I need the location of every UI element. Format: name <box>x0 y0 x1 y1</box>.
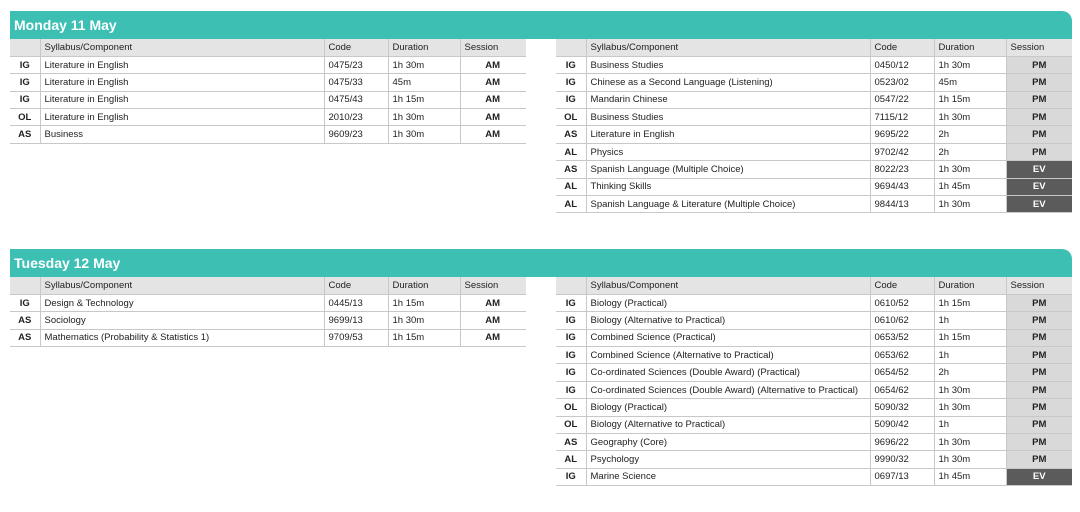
table-row <box>556 347 1072 364</box>
cell-code: 9695/22 <box>870 126 934 143</box>
column-header-syllabus: Syllabus/Component <box>586 277 870 294</box>
cell-level: IG <box>10 56 40 73</box>
cell-level: IG <box>556 312 586 329</box>
cell-level: IG <box>556 381 586 398</box>
cell-level: IG <box>556 364 586 381</box>
cell-syllabus: Design & Technology <box>40 294 324 311</box>
table-row <box>556 178 1072 195</box>
table-row <box>10 312 526 329</box>
table-row <box>556 416 1072 433</box>
cell-duration: 1h 15m <box>388 294 460 311</box>
cell-level: AS <box>556 434 586 451</box>
cell-duration: 45m <box>934 74 1006 91</box>
cell-code: 0523/02 <box>870 74 934 91</box>
table-row <box>556 381 1072 398</box>
cell-level: AL <box>556 143 586 160</box>
cell-code: 9696/22 <box>870 434 934 451</box>
column-header-syllabus: Syllabus/Component <box>586 39 870 56</box>
cell-session: PM <box>1006 416 1072 433</box>
cell-duration: 1h <box>934 416 1006 433</box>
cell-code: 9609/23 <box>324 126 388 143</box>
cell-session: PM <box>1006 109 1072 126</box>
cell-session: AM <box>460 312 526 329</box>
cell-code: 0610/52 <box>870 294 934 311</box>
cell-session: PM <box>1006 91 1072 108</box>
cell-duration: 1h 15m <box>388 329 460 346</box>
table-row <box>556 468 1072 485</box>
table-row <box>556 109 1072 126</box>
table-row <box>556 161 1072 178</box>
column-header-session: Session <box>460 277 526 294</box>
cell-syllabus: Biology (Alternative to Practical) <box>586 416 870 433</box>
cell-syllabus: Biology (Practical) <box>586 294 870 311</box>
cell-duration: 2h <box>934 143 1006 160</box>
cell-syllabus: Thinking Skills <box>586 178 870 195</box>
day-header: Tuesday 12 May <box>10 249 1072 277</box>
cell-code: 8022/23 <box>870 161 934 178</box>
column-header-duration: Duration <box>934 277 1006 294</box>
cell-session: PM <box>1006 381 1072 398</box>
cell-duration: 1h 30m <box>388 56 460 73</box>
cell-level: IG <box>556 91 586 108</box>
cell-session: AM <box>460 74 526 91</box>
cell-level: AS <box>10 126 40 143</box>
table-row <box>556 56 1072 73</box>
cell-duration: 1h 30m <box>934 434 1006 451</box>
cell-session: AM <box>460 56 526 73</box>
table-row <box>10 294 526 311</box>
cell-level: IG <box>10 74 40 91</box>
cell-session: AM <box>460 109 526 126</box>
cell-duration: 2h <box>934 126 1006 143</box>
cell-syllabus: Literature in English <box>40 109 324 126</box>
cell-syllabus: Co-ordinated Sciences (Double Award) (Practical) <box>586 364 870 381</box>
column-header-code: Code <box>870 277 934 294</box>
cell-code: 0610/62 <box>870 312 934 329</box>
cell-syllabus: Literature in English <box>40 74 324 91</box>
cell-session: EV <box>1006 161 1072 178</box>
table-row <box>556 434 1072 451</box>
cell-level: AS <box>556 126 586 143</box>
cell-duration: 1h 30m <box>934 381 1006 398</box>
column-header-level <box>10 277 40 294</box>
table-row <box>10 91 526 108</box>
header-row <box>556 277 1072 294</box>
cell-syllabus: Business Studies <box>586 56 870 73</box>
cell-level: IG <box>556 347 586 364</box>
cell-syllabus: Sociology <box>40 312 324 329</box>
cell-level: AS <box>10 329 40 346</box>
table-row <box>10 109 526 126</box>
cell-duration: 1h 30m <box>934 109 1006 126</box>
cell-level: IG <box>556 74 586 91</box>
cell-syllabus: Spanish Language & Literature (Multiple Choice) <box>586 196 870 213</box>
cell-duration: 1h 15m <box>934 294 1006 311</box>
cell-session: PM <box>1006 347 1072 364</box>
column-header-level <box>556 277 586 294</box>
cell-level: AS <box>10 312 40 329</box>
cell-code: 5090/32 <box>870 399 934 416</box>
table-row <box>556 329 1072 346</box>
cell-code: 9709/53 <box>324 329 388 346</box>
cell-syllabus: Literature in English <box>40 91 324 108</box>
cell-session: PM <box>1006 56 1072 73</box>
cell-duration: 1h 30m <box>934 196 1006 213</box>
cell-duration: 1h 45m <box>934 468 1006 485</box>
cell-syllabus: Business <box>40 126 324 143</box>
cell-session: PM <box>1006 126 1072 143</box>
table-row <box>556 364 1072 381</box>
cell-duration: 2h <box>934 364 1006 381</box>
table-row <box>556 399 1072 416</box>
cell-session: PM <box>1006 399 1072 416</box>
cell-session: PM <box>1006 143 1072 160</box>
day-block-tuesday <box>10 249 1072 483</box>
cell-duration: 1h <box>934 312 1006 329</box>
cell-code: 9990/32 <box>870 451 934 468</box>
column-header-level <box>556 39 586 56</box>
cell-session: PM <box>1006 451 1072 468</box>
column-header-code: Code <box>324 277 388 294</box>
column-header-duration: Duration <box>388 39 460 56</box>
cell-level: IG <box>556 329 586 346</box>
cell-level: IG <box>10 91 40 108</box>
table-row <box>556 451 1072 468</box>
cell-level: AL <box>556 178 586 195</box>
timetable-left <box>10 277 526 347</box>
cell-level: AL <box>556 196 586 213</box>
cell-code: 0547/22 <box>870 91 934 108</box>
cell-syllabus: Biology (Practical) <box>586 399 870 416</box>
cell-syllabus: Spanish Language (Multiple Choice) <box>586 161 870 178</box>
column-header-syllabus: Syllabus/Component <box>40 277 324 294</box>
cell-level: AL <box>556 451 586 468</box>
cell-level: IG <box>556 468 586 485</box>
column-header-duration: Duration <box>388 277 460 294</box>
cell-code: 9699/13 <box>324 312 388 329</box>
cell-duration: 1h 30m <box>934 161 1006 178</box>
cell-duration: 1h 15m <box>388 91 460 108</box>
header-row <box>10 277 526 294</box>
cell-code: 9694/43 <box>870 178 934 195</box>
cell-level: OL <box>556 399 586 416</box>
cell-level: OL <box>10 109 40 126</box>
column-header-session: Session <box>1006 39 1072 56</box>
cell-duration: 1h 30m <box>388 109 460 126</box>
cell-session: EV <box>1006 178 1072 195</box>
cell-session: AM <box>460 91 526 108</box>
column-header-code: Code <box>324 39 388 56</box>
cell-session: PM <box>1006 329 1072 346</box>
cell-session: PM <box>1006 364 1072 381</box>
cell-level: AS <box>556 161 586 178</box>
cell-duration: 1h 15m <box>934 91 1006 108</box>
day-header: Monday 11 May <box>10 11 1072 39</box>
timetable-right <box>556 39 1072 213</box>
cell-syllabus: Literature in English <box>586 126 870 143</box>
header-row <box>556 39 1072 56</box>
cell-session: PM <box>1006 312 1072 329</box>
table-row <box>556 91 1072 108</box>
timetable-left <box>10 39 526 144</box>
cell-duration: 1h 30m <box>934 451 1006 468</box>
cell-syllabus: Mandarin Chinese <box>586 91 870 108</box>
cell-code: 5090/42 <box>870 416 934 433</box>
cell-syllabus: Business Studies <box>586 109 870 126</box>
cell-code: 0653/62 <box>870 347 934 364</box>
cell-code: 7115/12 <box>870 109 934 126</box>
cell-code: 0653/52 <box>870 329 934 346</box>
cell-level: OL <box>556 416 586 433</box>
cell-duration: 1h 45m <box>934 178 1006 195</box>
cell-code: 0475/43 <box>324 91 388 108</box>
cell-level: OL <box>556 109 586 126</box>
cell-duration: 45m <box>388 74 460 91</box>
table-row <box>10 56 526 73</box>
cell-duration: 1h 30m <box>388 126 460 143</box>
cell-code: 0654/62 <box>870 381 934 398</box>
cell-level: IG <box>556 56 586 73</box>
cell-code: 0475/33 <box>324 74 388 91</box>
cell-syllabus: Geography (Core) <box>586 434 870 451</box>
cell-duration: 1h 30m <box>934 399 1006 416</box>
cell-syllabus: Combined Science (Alternative to Practical) <box>586 347 870 364</box>
column-header-syllabus: Syllabus/Component <box>40 39 324 56</box>
cell-syllabus: Literature in English <box>40 56 324 73</box>
column-header-code: Code <box>870 39 934 56</box>
cell-session: EV <box>1006 196 1072 213</box>
cell-level: IG <box>556 294 586 311</box>
cell-syllabus: Co-ordinated Sciences (Double Award) (Alternative to Practical) <box>586 381 870 398</box>
cell-code: 0475/23 <box>324 56 388 73</box>
table-row <box>10 74 526 91</box>
cell-session: AM <box>460 294 526 311</box>
cell-session: PM <box>1006 434 1072 451</box>
cell-session: PM <box>1006 74 1072 91</box>
column-header-duration: Duration <box>934 39 1006 56</box>
cell-session: AM <box>460 329 526 346</box>
cell-level: IG <box>10 294 40 311</box>
table-row <box>556 74 1072 91</box>
table-row <box>556 294 1072 311</box>
column-header-level <box>10 39 40 56</box>
table-row <box>556 143 1072 160</box>
table-row <box>556 126 1072 143</box>
cell-session: EV <box>1006 468 1072 485</box>
table-row <box>10 329 526 346</box>
cell-code: 9844/13 <box>870 196 934 213</box>
column-header-session: Session <box>1006 277 1072 294</box>
cell-duration: 1h 30m <box>388 312 460 329</box>
cell-duration: 1h <box>934 347 1006 364</box>
column-header-session: Session <box>460 39 526 56</box>
cell-syllabus: Psychology <box>586 451 870 468</box>
cell-session: PM <box>1006 294 1072 311</box>
cell-code: 0697/13 <box>870 468 934 485</box>
cell-syllabus: Chinese as a Second Language (Listening) <box>586 74 870 91</box>
cell-syllabus: Mathematics (Probability & Statistics 1) <box>40 329 324 346</box>
cell-code: 9702/42 <box>870 143 934 160</box>
cell-session: AM <box>460 126 526 143</box>
cell-code: 2010/23 <box>324 109 388 126</box>
table-row <box>556 196 1072 213</box>
table-row <box>10 126 526 143</box>
table-row <box>556 312 1072 329</box>
cell-syllabus: Biology (Alternative to Practical) <box>586 312 870 329</box>
cell-duration: 1h 30m <box>934 56 1006 73</box>
cell-syllabus: Combined Science (Practical) <box>586 329 870 346</box>
cell-code: 0654/52 <box>870 364 934 381</box>
cell-code: 0445/13 <box>324 294 388 311</box>
cell-syllabus: Physics <box>586 143 870 160</box>
cell-code: 0450/12 <box>870 56 934 73</box>
header-row <box>10 39 526 56</box>
timetable-right <box>556 277 1072 486</box>
cell-syllabus: Marine Science <box>586 468 870 485</box>
cell-duration: 1h 15m <box>934 329 1006 346</box>
day-block-monday <box>10 11 1072 210</box>
